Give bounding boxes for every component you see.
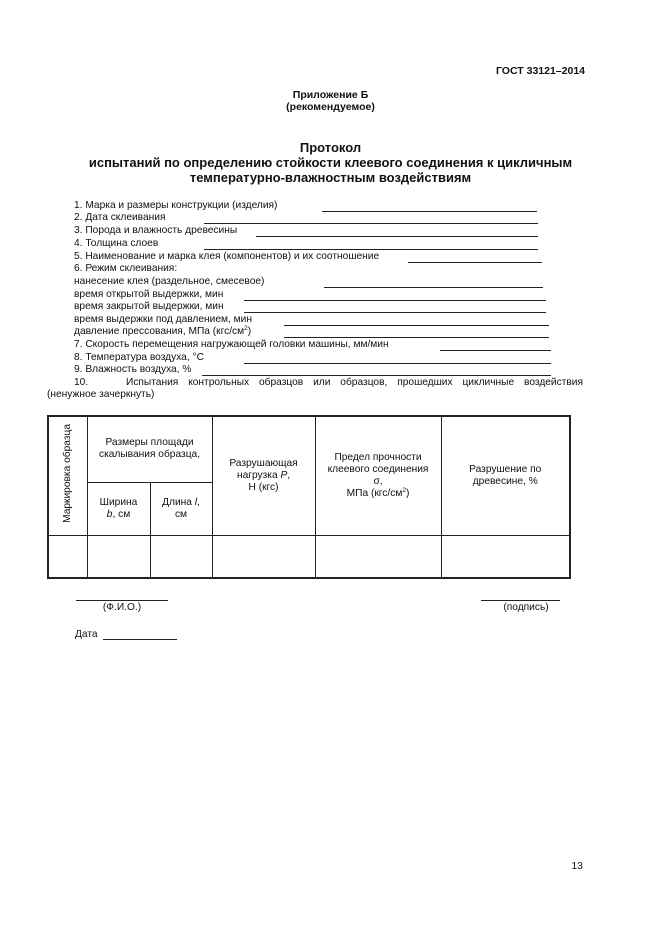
field-pressure-time-label: время выдержки под давлением, мин [74,314,252,325]
header-wood-failure: Разрушение по древесине, % [441,416,570,535]
header-width-line2 [90,509,148,521]
results-table [47,415,571,579]
field-glue-date-line[interactable] [204,223,538,224]
field-glue-mode-label: 6. Режим склеивания: [74,263,178,274]
field-tests-number: 10. [74,377,89,388]
header-width [87,482,150,535]
field-glue-application-label: нанесение клея (раздельное, смесевое) [74,276,265,287]
protocol-subtitle-line2: температурно-влажностным воздействиям [189,170,472,185]
header-load-var: P [280,469,288,481]
field-construction-label: 1. Марка и размеры конструкции (изделия) [74,200,278,211]
signature-label: (подпись) [503,602,549,613]
header-strength-sup: 2 [402,486,406,494]
field-wood-label: 3. Порода и влажность древесины [74,225,238,236]
field-glue-name-line[interactable] [408,262,542,263]
field-pressure-line[interactable] [284,337,549,338]
field-tests-text: Испытания контрольных образцов или образцов, прошедших цикличные воздействия [126,377,583,388]
header-length-var: l [194,496,198,508]
field-layer-thickness-label: 4. Толщина слоев [74,238,159,249]
field-closed-time-label: время закрытой выдержки, мин [74,301,224,312]
protocol-subtitle-line1: испытаний по определению стойкости клеевого соединения к цикличным [88,155,573,170]
header-width-line1: Ширина [99,496,138,508]
appendix-subtitle: (рекомендуемое) [286,101,375,113]
header-strength-line2: клеевого соединения [327,463,429,475]
field-glue-name-label: 5. Наименование и марка клея (компонентов) и их соотношение [74,251,380,262]
header-marking [48,416,87,535]
header-load-line1: Разрушающая [229,457,298,469]
cell-marking[interactable] [48,535,87,578]
header-width-unit: , см [112,508,131,520]
cell-width[interactable] [87,535,150,578]
field-tests-note: (ненужное зачеркнуть) [47,389,155,400]
header-strength-unit: МПа (кгс/см [346,487,403,499]
header-strength-line3: σ, [373,475,383,487]
header-load-line3: Н (кгс) [248,481,279,493]
date-label: Дата [75,629,98,640]
field-construction-line[interactable] [322,211,537,212]
header-length-line1 [153,497,210,509]
cell-length[interactable] [150,535,212,578]
header-load-word: нагрузка [236,469,278,481]
field-layer-thickness-line[interactable] [204,249,538,250]
header-area: Размеры площади скалывания образца, [87,416,212,482]
signature-line[interactable] [481,600,560,601]
field-pressure-sup: 2 [244,325,248,332]
cell-load[interactable] [212,535,315,578]
field-pressure-end: ) [247,326,252,337]
field-wood-line[interactable] [256,236,538,237]
header-strength-line4 [318,488,439,500]
header-length-line2: см [174,508,188,520]
header-marking-text: Маркировка образца [61,424,73,524]
fio-line[interactable] [76,600,168,601]
field-speed-line[interactable] [440,350,551,351]
table-row [48,535,570,578]
cell-wood-failure[interactable] [441,535,570,578]
cell-strength[interactable] [315,535,441,578]
field-closed-time-line[interactable] [244,312,546,313]
header-length [150,482,212,535]
protocol-title: Протокол [299,140,362,155]
date-line[interactable] [103,639,177,640]
header-width-var: b [106,508,113,520]
appendix-title: Приложение Б [292,89,369,101]
page-number: 13 [571,860,583,872]
header-strength [315,416,441,535]
fio-label: (Ф.И.О.) [102,602,142,613]
field-speed-label: 7. Скорость перемещения нагружающей головки машины, мм/мин [74,339,389,350]
field-pressure-text: давление прессования, МПа (кгс/см [74,326,245,337]
field-pressure-label [74,326,251,338]
field-glue-application-line[interactable] [324,287,543,288]
standard-number: ГОСТ 33121–2014 [495,65,585,77]
field-air-temp-line[interactable] [244,363,551,364]
header-load [212,416,315,535]
field-air-temp-label: 8. Температура воздуха, °С [74,352,204,363]
field-pressure-time-line[interactable] [284,325,549,326]
field-air-humidity-line[interactable] [202,375,551,376]
field-glue-date-label: 2. Дата склеивания [74,212,166,223]
header-length-word: Длина [162,496,192,508]
field-open-time-label: время открытой выдержки, мин [74,289,224,300]
header-strength-end: ) [405,487,410,499]
header-load-line2: нагрузка P, [236,469,291,481]
field-open-time-line[interactable] [244,300,546,301]
header-strength-line1: Предел прочности [334,451,422,463]
header-length-comma: , [197,496,200,508]
field-air-humidity-label: 9. Влажность воздуха, % [74,364,192,375]
